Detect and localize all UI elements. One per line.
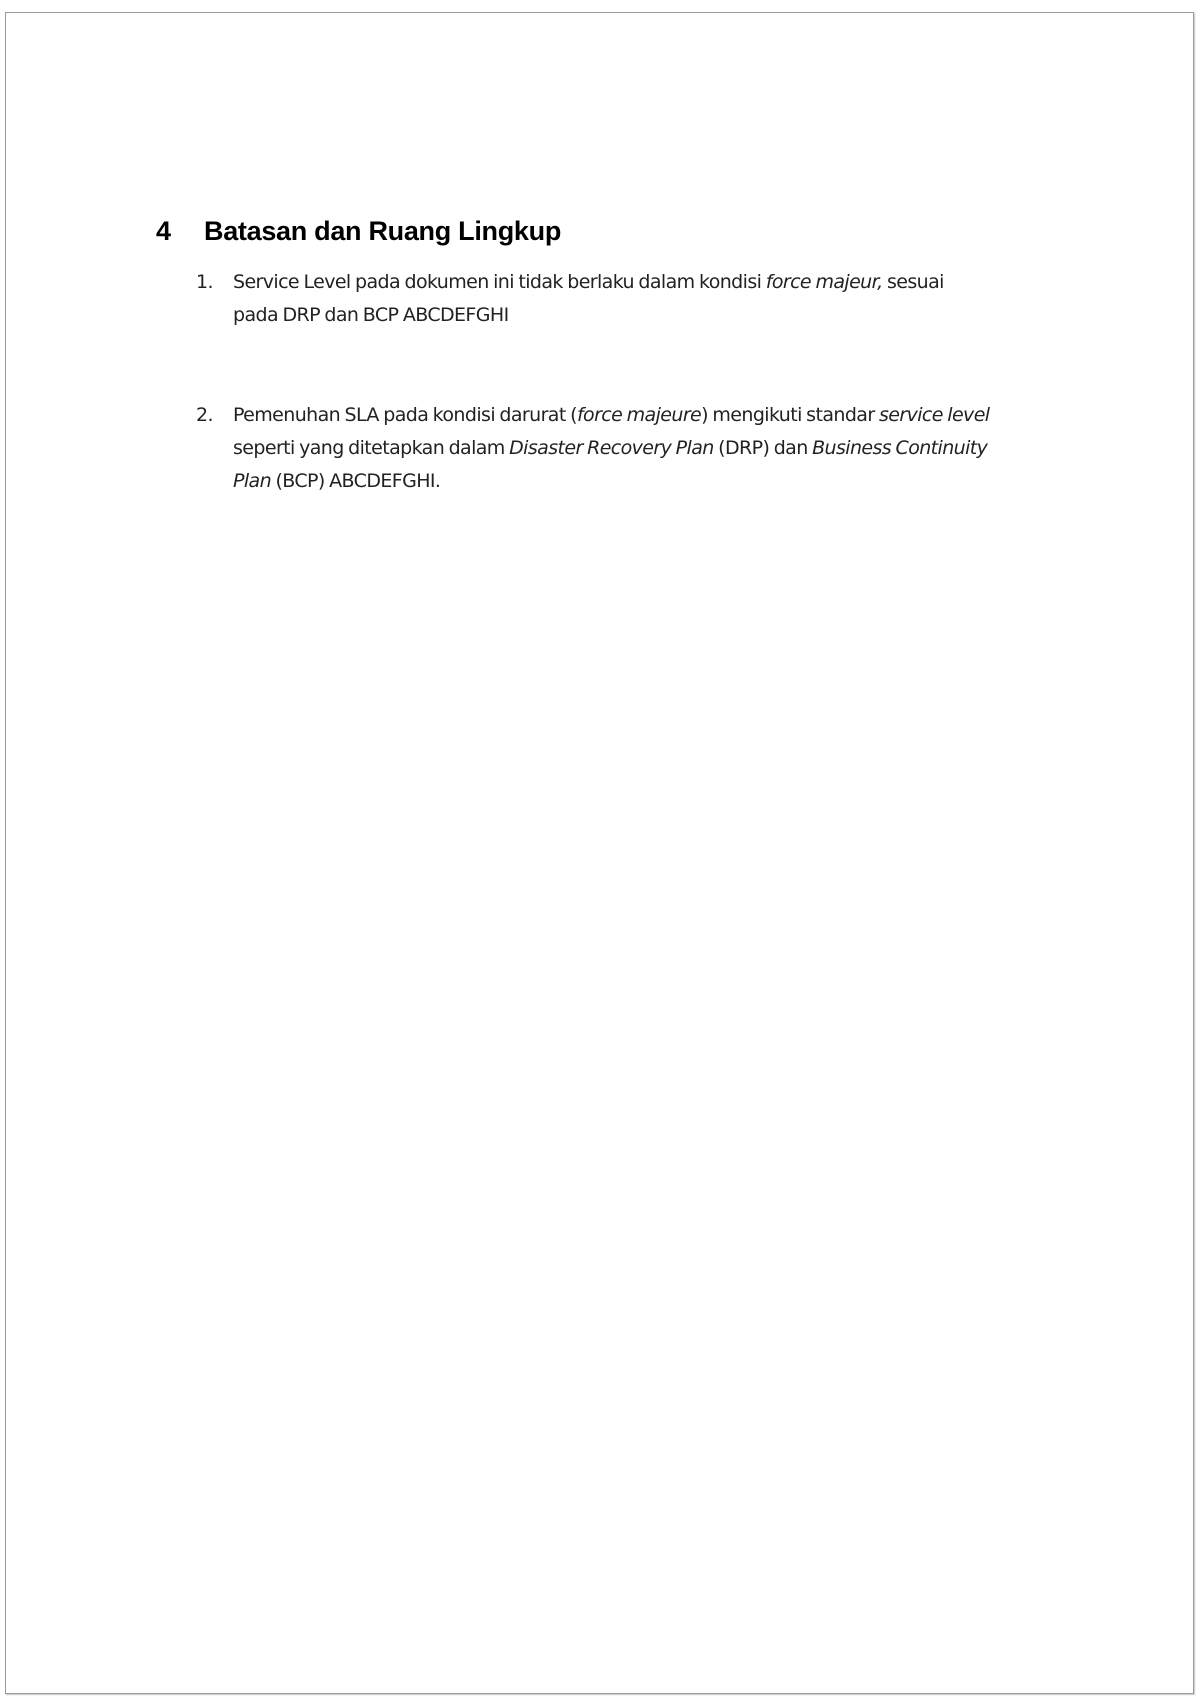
text-run: Service Level pada dokumen ini tidak berlaku dalam kondisi — [233, 271, 766, 293]
text-run: ) mengikuti standar — [701, 404, 879, 426]
italic-text-run: force majeure — [576, 404, 702, 426]
list-item — [196, 266, 1093, 332]
text-line — [233, 299, 1093, 332]
text-run: sesuai — [882, 271, 944, 293]
document-page — [5, 12, 1194, 1694]
text-run: pada DRP dan BCP ABCDEFGHI — [233, 304, 509, 326]
italic-text-run: Plan — [233, 470, 272, 492]
text-run: (BCP) ABCDEFGHI. — [271, 470, 441, 492]
text-run: seperti yang ditetapkan dalam — [233, 437, 510, 459]
text-line — [233, 266, 1093, 299]
list-item — [196, 399, 1093, 498]
text-run: Pemenuhan SLA pada kondisi darurat ( — [233, 404, 577, 426]
text-line — [233, 399, 1093, 432]
italic-text-run: Disaster Recovery Plan — [509, 437, 714, 459]
section-heading — [156, 216, 561, 247]
list-marker: 1. — [196, 271, 213, 293]
text-line — [233, 432, 1093, 465]
section-number: 4 — [156, 216, 171, 246]
list-item-text — [233, 399, 1093, 498]
section-title: Batasan dan Ruang Lingkup — [204, 216, 562, 246]
text-line — [233, 465, 1093, 498]
list-marker: 2. — [196, 404, 213, 426]
italic-text-run: Business Continuity — [812, 437, 988, 459]
list-item-text — [233, 266, 1093, 332]
italic-text-run: service level — [878, 404, 990, 426]
text-run: (DRP) dan — [713, 437, 813, 459]
italic-text-run: force majeur, — [765, 271, 883, 293]
